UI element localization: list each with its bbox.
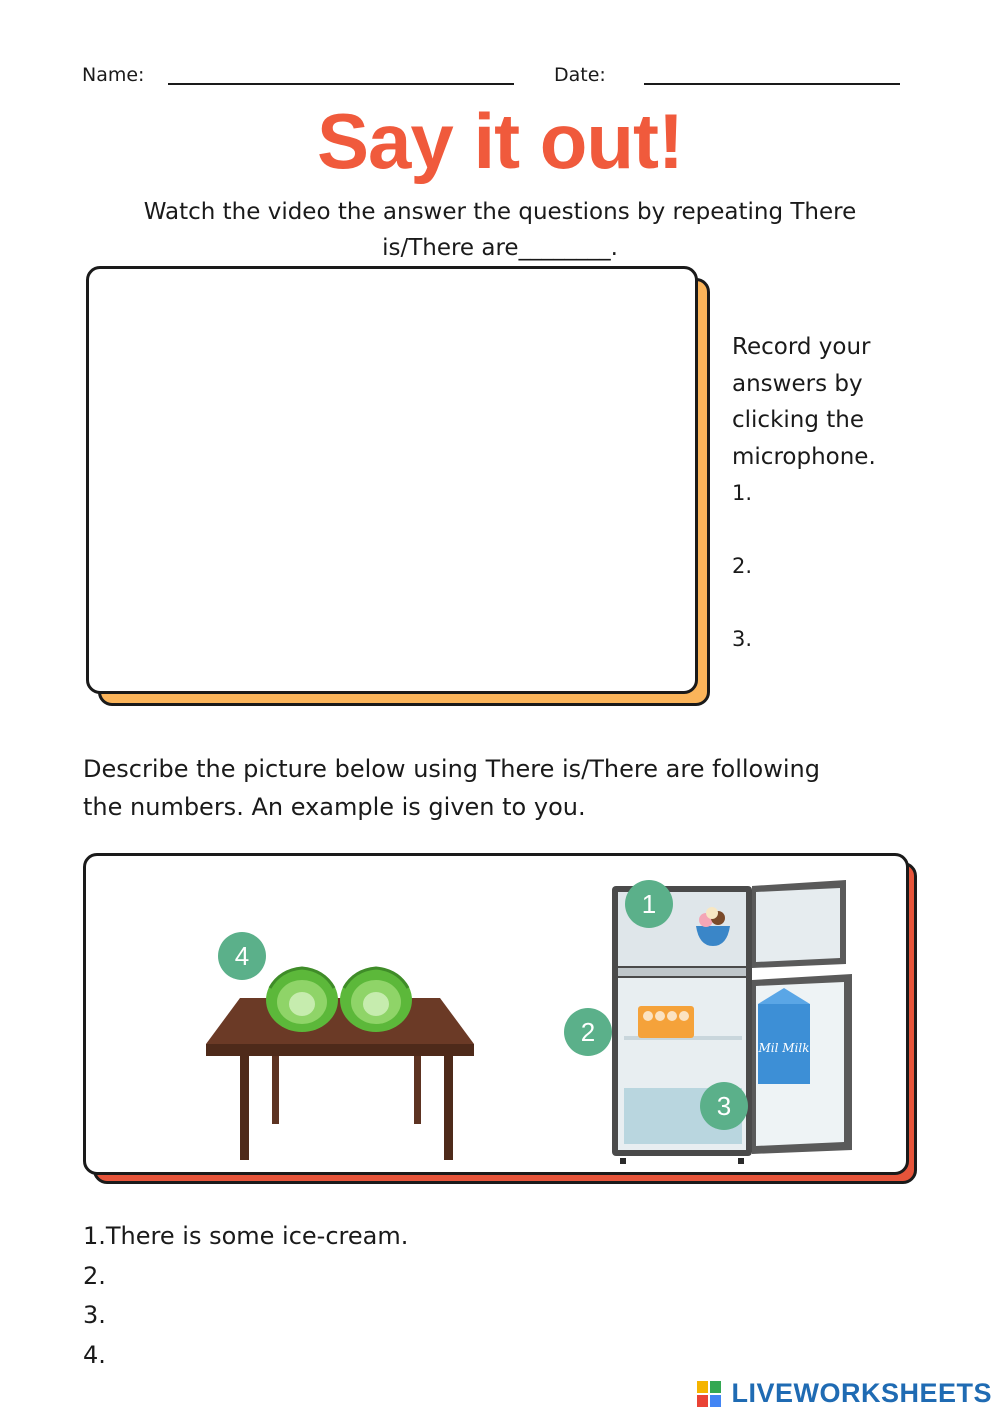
description-line-1: Describe the picture below using There is/There are following (83, 755, 820, 783)
number-badge-1: 1 (625, 880, 673, 928)
date-label: Date: (554, 64, 606, 86)
table-leg (272, 1056, 279, 1124)
date-line[interactable] (644, 83, 900, 85)
name-line[interactable] (168, 83, 514, 85)
lettuce-right (340, 968, 412, 1032)
record-instructions (732, 329, 876, 475)
record-line-2: answers by (732, 370, 863, 397)
fridge-foot (620, 1158, 626, 1164)
record-line-3: clicking the (732, 407, 865, 433)
video-frame[interactable] (86, 266, 698, 694)
record-item-1[interactable]: 1. (732, 481, 753, 505)
record-line-1: Record your (732, 334, 871, 360)
instruction-text: Watch the video the answer the questions by repeating There is/There are________. (143, 199, 857, 261)
table-top (206, 998, 474, 1044)
record-line-4: microphone. (732, 443, 876, 470)
number-badge-2: 2 (564, 1008, 612, 1056)
record-item-2[interactable]: 2. (732, 554, 753, 578)
freezer-door-inner (756, 888, 840, 962)
page-title: Say it out! (316, 97, 683, 185)
egg-carton (638, 1006, 694, 1038)
milk-carton (757, 988, 810, 1084)
description-line-2: the numbers. An example is given to you. (83, 793, 586, 821)
fridge-foot (738, 1158, 744, 1164)
brand-logo-icon (697, 1381, 721, 1407)
number-badge-3: 3 (700, 1082, 748, 1130)
brand-name: LIVEWORKSHEETS (731, 1378, 992, 1408)
table-illustration (200, 958, 480, 1168)
milk-label: Mil Milk (758, 1041, 810, 1055)
answer-4[interactable]: 4. (83, 1341, 106, 1369)
table-leg (414, 1056, 421, 1124)
answer-1[interactable]: 1.There is some ice-cream. (83, 1222, 409, 1250)
lettuce-left (266, 968, 338, 1032)
table-leg (444, 1056, 453, 1160)
table-edge (206, 1044, 474, 1056)
name-label: Name: (82, 64, 145, 86)
table-leg (240, 1056, 249, 1160)
number-badge-4: 4 (218, 932, 266, 980)
fridge-divider (618, 968, 746, 976)
answer-3[interactable]: 3. (83, 1301, 106, 1329)
record-item-3[interactable]: 3. (732, 627, 753, 651)
section-description (83, 750, 820, 826)
answer-2[interactable]: 2. (83, 1262, 106, 1290)
